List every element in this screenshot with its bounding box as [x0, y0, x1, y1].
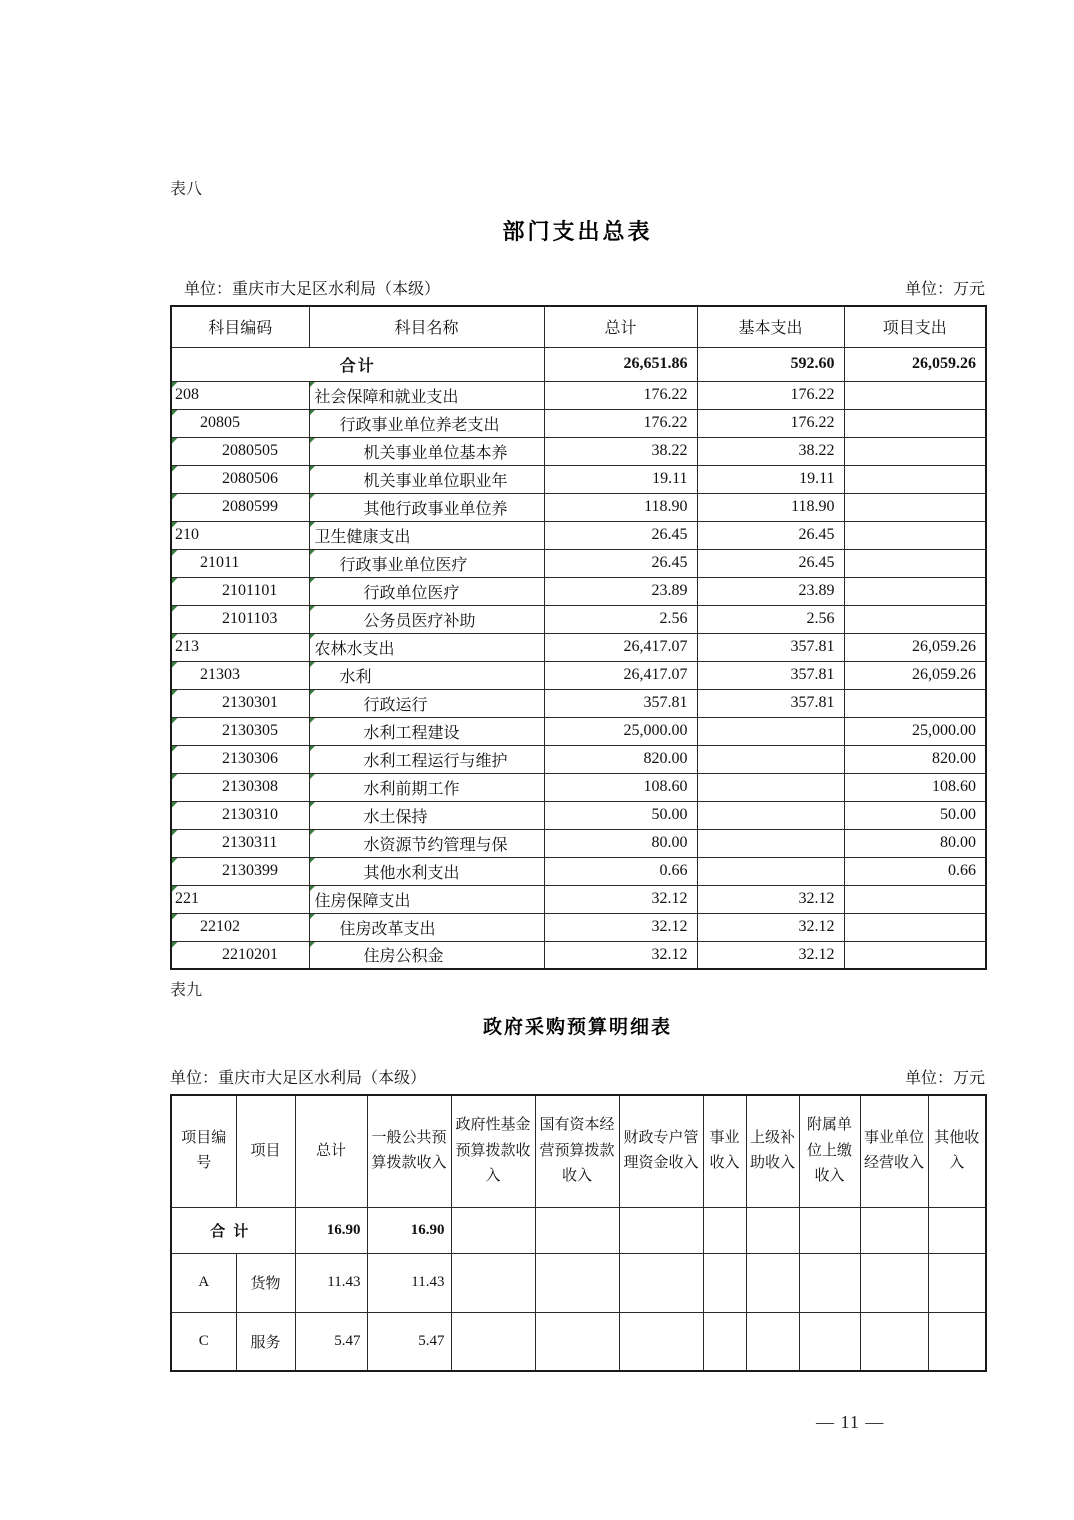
- basic-expenditure-cell: [697, 801, 844, 829]
- subject-code: 2080505: [222, 442, 278, 459]
- project-expenditure-cell: 26,059.26: [844, 633, 986, 661]
- subject-code: 2130305: [222, 722, 278, 739]
- subject-name-cell: [309, 549, 544, 577]
- green-corner-marker-icon: [172, 662, 178, 668]
- subject-code: 2130310: [222, 806, 278, 823]
- value-cell: [928, 1312, 986, 1371]
- total-cell: 26.45: [544, 549, 697, 577]
- subject-code: 21011: [200, 554, 240, 571]
- green-corner-marker-icon: [172, 410, 178, 416]
- value-cell: [860, 1312, 928, 1371]
- expenditure-summary-table: [170, 305, 987, 970]
- total-cell: 25,000.00: [544, 717, 697, 745]
- table8-row: [171, 829, 986, 857]
- basic-expenditure-cell: 19.11: [697, 465, 844, 493]
- column-header-institution-operating: 事业单位经营收入: [860, 1095, 928, 1207]
- green-corner-marker-icon: [310, 886, 316, 892]
- green-corner-marker-icon: [310, 746, 316, 752]
- green-corner-marker-icon: [172, 690, 178, 696]
- basic-expenditure-cell: 176.22: [697, 409, 844, 437]
- total-cell: 820.00: [544, 745, 697, 773]
- subject-name: 其他水利支出: [363, 864, 460, 882]
- green-corner-marker-icon: [172, 914, 178, 920]
- value-cell: 11.43: [295, 1253, 367, 1312]
- subject-name-cell: [309, 941, 544, 969]
- basic-expenditure-cell: [697, 745, 844, 773]
- total-cell: 108.60: [544, 773, 697, 801]
- table8-row: [171, 381, 986, 409]
- column-header-affiliate-remittance: 附属单位上缴收入: [799, 1095, 860, 1207]
- subject-code: 22102: [200, 918, 240, 935]
- column-header-project-expenditure: 项目支出: [844, 306, 986, 347]
- table8-tag: 表八: [170, 181, 203, 198]
- project-expenditure-cell: 26,059.26: [844, 661, 986, 689]
- table8-header-row: [171, 306, 986, 347]
- subject-name: 机关事业单位基本养: [363, 444, 508, 462]
- subject-name: 住房保障支出: [314, 892, 411, 910]
- value-cell: [535, 1207, 619, 1253]
- subject-code-cell: [171, 437, 309, 465]
- subject-name: 农林水支出: [314, 640, 395, 658]
- value-cell: [451, 1253, 535, 1312]
- subject-name-cell: [309, 521, 544, 549]
- basic-expenditure-cell: 38.22: [697, 437, 844, 465]
- table8-row: [171, 717, 986, 745]
- value-cell: [799, 1312, 860, 1371]
- subject-name: 行政事业单位养老支出: [339, 416, 500, 434]
- green-corner-marker-icon: [310, 942, 316, 948]
- subject-name-cell: [309, 689, 544, 717]
- table9-unit-line: [170, 1065, 985, 1088]
- subject-code: 2080506: [222, 470, 278, 487]
- column-header-total: 总计: [295, 1095, 367, 1207]
- basic-expenditure-cell: 357.81: [697, 689, 844, 717]
- basic-expenditure-cell: 357.81: [697, 633, 844, 661]
- total-label-cell: 合计: [171, 347, 544, 381]
- column-header-other-income: 其他收入: [928, 1095, 986, 1207]
- green-corner-marker-icon: [310, 858, 316, 864]
- subject-code-cell: [171, 521, 309, 549]
- green-corner-marker-icon: [310, 494, 316, 500]
- total-cell: 23.89: [544, 577, 697, 605]
- total-cell: 2.56: [544, 605, 697, 633]
- project-expenditure-cell: [844, 941, 986, 969]
- subject-code-cell: [171, 717, 309, 745]
- total-cell: 357.81: [544, 689, 697, 717]
- table8-unit-right: 单位：万元: [904, 281, 985, 298]
- project-expenditure-cell: 108.60: [844, 773, 986, 801]
- total-label-cell: 合计: [171, 1207, 295, 1253]
- green-corner-marker-icon: [310, 690, 316, 696]
- subject-code: 2080599: [222, 498, 278, 515]
- basic-expenditure-cell: 26.45: [697, 521, 844, 549]
- subject-name: 住房改革支出: [339, 920, 436, 938]
- value-cell: [703, 1207, 746, 1253]
- subject-code: 2101101: [222, 582, 278, 599]
- page-content: [170, 0, 985, 1372]
- column-header-state-capital-budget: 国有资本经营预算拨款收入: [535, 1095, 619, 1207]
- total-cell: 32.12: [544, 885, 697, 913]
- page-number: — 11 —: [816, 1412, 885, 1432]
- value-cell: [535, 1312, 619, 1371]
- table8-row: [171, 465, 986, 493]
- basic-expenditure-cell: 2.56: [697, 605, 844, 633]
- green-corner-marker-icon: [172, 942, 178, 948]
- subject-name-cell: [309, 409, 544, 437]
- table8-row: [171, 745, 986, 773]
- item-name-cell: 货物: [236, 1253, 295, 1312]
- value-cell: 11.43: [367, 1253, 451, 1312]
- table8-row: [171, 801, 986, 829]
- table8-row: [171, 773, 986, 801]
- subject-code: 20805: [200, 414, 240, 431]
- value-cell: [619, 1312, 703, 1371]
- column-header-subject-code: 科目编码: [171, 306, 309, 347]
- table8-row: [171, 689, 986, 717]
- green-corner-marker-icon: [172, 466, 178, 472]
- project-expenditure-cell: [844, 409, 986, 437]
- subject-name-cell: [309, 801, 544, 829]
- table9-body: [171, 1207, 986, 1371]
- total-basic-cell: 592.60: [697, 347, 844, 381]
- green-corner-marker-icon: [310, 382, 316, 388]
- green-corner-marker-icon: [172, 718, 178, 724]
- green-corner-marker-icon: [310, 466, 316, 472]
- table9-title: 政府采购预算明细表: [482, 1017, 672, 1038]
- green-corner-marker-icon: [172, 606, 178, 612]
- green-corner-marker-icon: [310, 774, 316, 780]
- table8-unit-left: 单位：重庆市大足区水利局（本级）: [184, 281, 441, 298]
- total-cell: 38.22: [544, 437, 697, 465]
- subject-name-cell: [309, 661, 544, 689]
- subject-code: 2130399: [222, 862, 278, 879]
- subject-code: 2130308: [222, 778, 278, 795]
- basic-expenditure-cell: 357.81: [697, 661, 844, 689]
- subject-code-cell: [171, 829, 309, 857]
- table9-header-row: [171, 1095, 986, 1207]
- total-cell: 26,417.07: [544, 633, 697, 661]
- project-expenditure-cell: [844, 521, 986, 549]
- project-expenditure-cell: [844, 437, 986, 465]
- column-header-subject-name: 科目名称: [309, 306, 544, 347]
- subject-code-cell: [171, 605, 309, 633]
- green-corner-marker-icon: [310, 662, 316, 668]
- basic-expenditure-cell: 26.45: [697, 549, 844, 577]
- basic-expenditure-cell: 23.89: [697, 577, 844, 605]
- table8-row: [171, 437, 986, 465]
- subject-code-cell: [171, 857, 309, 885]
- subject-name: 其他行政事业单位养: [363, 500, 508, 518]
- green-corner-marker-icon: [310, 634, 316, 640]
- basic-expenditure-cell: [697, 773, 844, 801]
- subject-code-cell: [171, 773, 309, 801]
- subject-name-cell: [309, 633, 544, 661]
- green-corner-marker-icon: [310, 410, 316, 416]
- subject-name-cell: [309, 577, 544, 605]
- table8-row: [171, 521, 986, 549]
- total-cell: 26.45: [544, 521, 697, 549]
- project-expenditure-cell: [844, 577, 986, 605]
- subject-code-cell: [171, 661, 309, 689]
- subject-code: 210: [175, 526, 199, 543]
- column-header-superior-subsidy: 上级补助收入: [746, 1095, 799, 1207]
- value-cell: 16.90: [295, 1207, 367, 1253]
- subject-name-cell: [309, 745, 544, 773]
- project-expenditure-cell: [844, 689, 986, 717]
- basic-expenditure-cell: 118.90: [697, 493, 844, 521]
- value-cell: [619, 1207, 703, 1253]
- subject-code-cell: [171, 493, 309, 521]
- subject-name-cell: [309, 885, 544, 913]
- green-corner-marker-icon: [172, 830, 178, 836]
- table8-row: [171, 885, 986, 913]
- value-cell: [860, 1253, 928, 1312]
- subject-code-cell: [171, 913, 309, 941]
- green-corner-marker-icon: [172, 438, 178, 444]
- table8-row: [171, 549, 986, 577]
- table8-unit-line: [170, 276, 985, 299]
- subject-code-cell: [171, 409, 309, 437]
- subject-code: 221: [175, 890, 199, 907]
- subject-code-cell: [171, 577, 309, 605]
- basic-expenditure-cell: [697, 829, 844, 857]
- basic-expenditure-cell: 32.12: [697, 913, 844, 941]
- basic-expenditure-cell: [697, 717, 844, 745]
- green-corner-marker-icon: [310, 550, 316, 556]
- subject-name-cell: [309, 773, 544, 801]
- project-expenditure-cell: 25,000.00: [844, 717, 986, 745]
- green-corner-marker-icon: [310, 606, 316, 612]
- column-header-item: 项目: [236, 1095, 295, 1207]
- value-cell: [451, 1207, 535, 1253]
- subject-name: 行政事业单位医疗: [339, 556, 468, 574]
- value-cell: [860, 1207, 928, 1253]
- value-cell: [928, 1207, 986, 1253]
- subject-name: 水利: [339, 668, 372, 686]
- subject-name-cell: [309, 381, 544, 409]
- subject-name: 卫生健康支出: [314, 528, 411, 546]
- total-cell: 19.11: [544, 465, 697, 493]
- total-cell: 32.12: [544, 913, 697, 941]
- subject-name: 社会保障和就业支出: [314, 388, 459, 406]
- table8-row: [171, 605, 986, 633]
- value-cell: [451, 1312, 535, 1371]
- subject-code-cell: [171, 549, 309, 577]
- value-cell: [928, 1253, 986, 1312]
- subject-code-cell: [171, 885, 309, 913]
- table8-row: [171, 493, 986, 521]
- total-cell: 0.66: [544, 857, 697, 885]
- table9-row: [171, 1312, 986, 1371]
- column-header-item-code: 项目编号: [171, 1095, 236, 1207]
- subject-code: 213: [175, 638, 199, 655]
- subject-name-cell: [309, 857, 544, 885]
- project-expenditure-cell: [844, 493, 986, 521]
- subject-code-cell: [171, 745, 309, 773]
- project-expenditure-cell: 50.00: [844, 801, 986, 829]
- green-corner-marker-icon: [310, 718, 316, 724]
- green-corner-marker-icon: [310, 914, 316, 920]
- project-expenditure-cell: 820.00: [844, 745, 986, 773]
- column-header-basic-expenditure: 基本支出: [697, 306, 844, 347]
- subject-code: 21303: [200, 666, 240, 683]
- value-cell: [703, 1312, 746, 1371]
- table8-row: [171, 409, 986, 437]
- subject-code: 2210201: [222, 945, 278, 963]
- column-header-total: 总计: [544, 306, 697, 347]
- subject-code-cell: [171, 941, 309, 969]
- table8-body: [171, 347, 986, 969]
- subject-code: 2130306: [222, 750, 278, 767]
- subject-name: 水利工程运行与维护: [363, 752, 508, 770]
- total-cell: 32.12: [544, 941, 697, 969]
- subject-name: 水利工程建设: [363, 724, 460, 742]
- value-cell: [799, 1207, 860, 1253]
- table8-row: [171, 857, 986, 885]
- item-code-cell: A: [171, 1253, 236, 1312]
- green-corner-marker-icon: [172, 774, 178, 780]
- project-expenditure-cell: 0.66: [844, 857, 986, 885]
- subject-name-cell: [309, 605, 544, 633]
- column-header-government-fund-budget: 政府性基金预算拨款收入: [451, 1095, 535, 1207]
- procurement-budget-table: [170, 1094, 987, 1372]
- table8-row: [171, 913, 986, 941]
- value-cell: 5.47: [367, 1312, 451, 1371]
- table9-tag: 表九: [170, 982, 203, 999]
- subject-name: 住房公积金: [363, 948, 444, 966]
- total-cell: 176.22: [544, 409, 697, 437]
- item-code-cell: C: [171, 1312, 236, 1371]
- subject-code: 2130301: [222, 694, 278, 711]
- subject-code-cell: [171, 381, 309, 409]
- basic-expenditure-cell: [697, 857, 844, 885]
- green-corner-marker-icon: [310, 522, 316, 528]
- subject-name-cell: [309, 465, 544, 493]
- table8-total-row: [171, 347, 986, 381]
- total-cell: 176.22: [544, 381, 697, 409]
- project-expenditure-cell: [844, 885, 986, 913]
- subject-name-cell: [309, 829, 544, 857]
- table9-unit-right: 单位：万元: [904, 1070, 985, 1087]
- project-expenditure-cell: [844, 465, 986, 493]
- value-cell: [619, 1253, 703, 1312]
- basic-expenditure-cell: 32.12: [697, 941, 844, 969]
- value-cell: [703, 1253, 746, 1312]
- item-name-cell: 服务: [236, 1312, 295, 1371]
- subject-name-cell: [309, 493, 544, 521]
- subject-name: 行政单位医疗: [363, 584, 460, 602]
- total-project-cell: 26,059.26: [844, 347, 986, 381]
- green-corner-marker-icon: [172, 550, 178, 556]
- total-cell: 80.00: [544, 829, 697, 857]
- subject-name-cell: [309, 913, 544, 941]
- subject-name: 公务员医疗补助: [363, 612, 476, 630]
- green-corner-marker-icon: [172, 578, 178, 584]
- subject-code-cell: [171, 633, 309, 661]
- subject-name-cell: [309, 717, 544, 745]
- basic-expenditure-cell: 176.22: [697, 381, 844, 409]
- column-header-general-public-budget: 一般公共预算拨款收入: [367, 1095, 451, 1207]
- value-cell: [799, 1253, 860, 1312]
- project-expenditure-cell: [844, 605, 986, 633]
- total-sum-cell: 26,651.86: [544, 347, 697, 381]
- subject-code: 2130311: [222, 834, 278, 851]
- column-header-fiscal-account-funds: 财政专户管理资金收入: [619, 1095, 703, 1207]
- green-corner-marker-icon: [310, 438, 316, 444]
- project-expenditure-cell: [844, 549, 986, 577]
- subject-code: 208: [175, 386, 199, 403]
- project-expenditure-cell: [844, 381, 986, 409]
- total-cell: 118.90: [544, 493, 697, 521]
- green-corner-marker-icon: [172, 746, 178, 752]
- subject-name: 机关事业单位职业年: [363, 472, 508, 490]
- subject-code-cell: [171, 465, 309, 493]
- value-cell: [535, 1253, 619, 1312]
- subject-name: 水资源节约管理与保: [363, 836, 508, 854]
- table8-header: [171, 306, 986, 347]
- table8-row: [171, 661, 986, 689]
- subject-name-cell: [309, 437, 544, 465]
- subject-code-cell: [171, 689, 309, 717]
- table9-total-row: [171, 1207, 986, 1253]
- subject-name: 水土保持: [363, 808, 428, 826]
- value-cell: 16.90: [367, 1207, 451, 1253]
- value-cell: [746, 1312, 799, 1371]
- green-corner-marker-icon: [310, 578, 316, 584]
- column-header-institution-income: 事业收入: [703, 1095, 746, 1207]
- table8-row: [171, 633, 986, 661]
- total-cell: 50.00: [544, 801, 697, 829]
- green-corner-marker-icon: [310, 830, 316, 836]
- green-corner-marker-icon: [172, 802, 178, 808]
- table9-header: [171, 1095, 986, 1207]
- table9-row: [171, 1253, 986, 1312]
- project-expenditure-cell: [844, 913, 986, 941]
- table8-title: 部门支出总表: [502, 219, 653, 244]
- value-cell: [746, 1207, 799, 1253]
- table8-row: [171, 577, 986, 605]
- green-corner-marker-icon: [310, 802, 316, 808]
- basic-expenditure-cell: 32.12: [697, 885, 844, 913]
- value-cell: 5.47: [295, 1312, 367, 1371]
- green-corner-marker-icon: [172, 858, 178, 864]
- green-corner-marker-icon: [172, 494, 178, 500]
- subject-name: 行政运行: [363, 696, 428, 714]
- subject-code: 2101103: [222, 610, 278, 627]
- table9-unit-left: 单位：重庆市大足区水利局（本级）: [170, 1070, 427, 1087]
- subject-name: 水利前期工作: [363, 780, 460, 798]
- total-cell: 26,417.07: [544, 661, 697, 689]
- subject-code-cell: [171, 801, 309, 829]
- project-expenditure-cell: 80.00: [844, 829, 986, 857]
- value-cell: [746, 1253, 799, 1312]
- table8-row: [171, 941, 986, 969]
